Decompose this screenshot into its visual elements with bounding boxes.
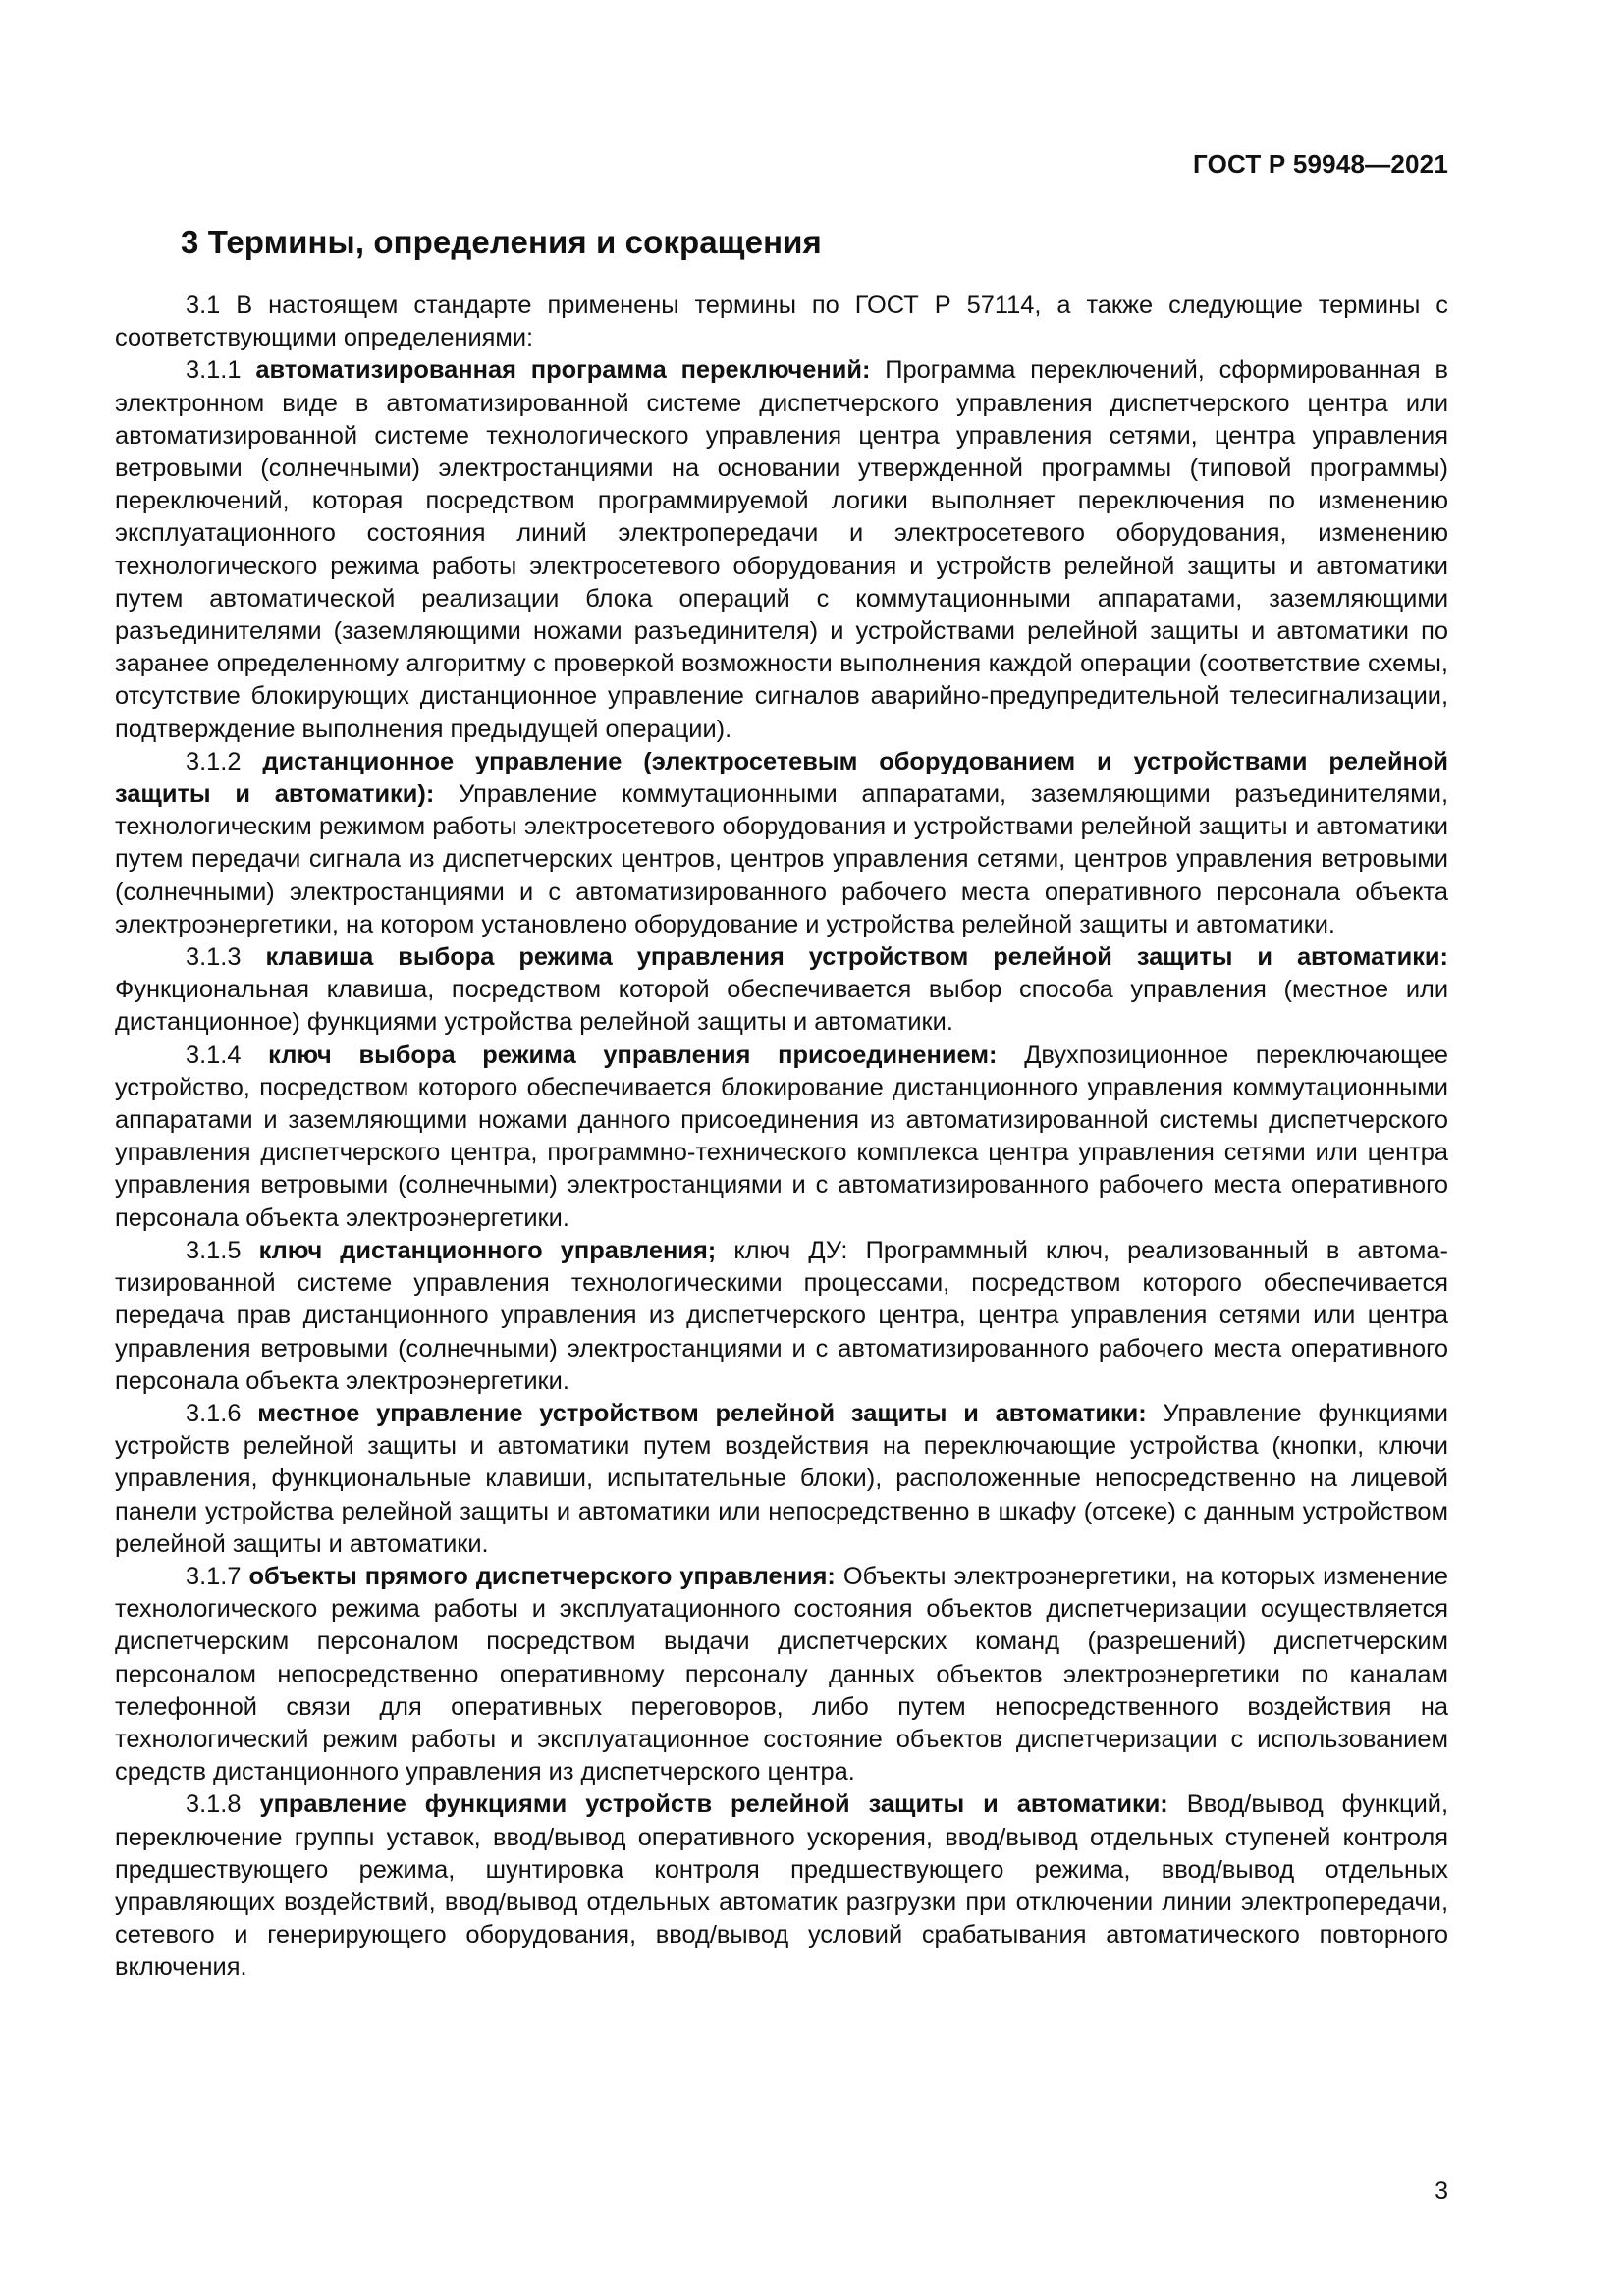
- paragraph-3-1-3: [115, 941, 1448, 1040]
- paragraph-3-1-5: [115, 1235, 1448, 1398]
- page-number: 3: [1435, 2177, 1448, 2205]
- clause-number: 3.1.5: [186, 1236, 242, 1264]
- definition: Программа переключений, сформированная в электронном виде в автоматизированной системе диспетчерского управления диспетчерского центра или автоматизированной системе технологического управления центра управления сетями, центра управления ветровыми (солнечными) электростанциями на основании утвержденной программы (типовой программы) переключений, которая посредством программируемой логики выполняет переключения по изменению эксплуатационного состояния линий электропередачи и электросетевого оборудования, изменению технологического режима работы электросетевого оборудования и устройств релейной защиты и автоматики путем автоматической реализации блока операций с коммутационными аппаратами, заземляющими разъединителями (заземляющими ножами разъединителя) и устройствами релейной защиты и автоматики по заранее определенному алгоритму с проверкой возможности выполнения каждой операции (соответствие схемы, отсутствие блокирующих дистанционное управление сигналов аварийно-предупредительной телесигнализации, подтверждение выполнения предыдущей операции).: [115, 356, 1448, 743]
- clause-number: 3.1.6: [186, 1399, 242, 1427]
- paragraph-3-1: [115, 290, 1448, 354]
- clause-number: 3.1.1: [186, 356, 242, 385]
- clause-number: 3.1.7: [186, 1562, 242, 1590]
- paragraph-3-1-7: [115, 1561, 1448, 1789]
- term: местное управление устройством релейной защиты и автоматики:: [257, 1399, 1147, 1427]
- definition: Управление функциями устройств релейной защиты и автоматики путем воздействия на переключающие устройства (кнопки, ключи управления, функциональные клавиши, испытательные блоки), расположенные непосредственно на лицевой панели устройства релейной защиты и автоматики или непосредственно в шкафу (отсеке) с данным устройством релейной защиты и автоматики.: [115, 1399, 1448, 1558]
- definition: Ввод/вывод функций, переключение группы уставок, ввод/вывод оперативного ускорения, ввод/вывод отдельных ступеней контроля предшествующего режима, шунтировка контроля предшествующего режима, ввод/вывод отдельных управляющих воздействий, ввод/вывод отдельных автоматик разгрузки при отключении линии электропередачи, сетевого и генерирующего оборудования, ввод/вывод условий срабатывания автоматического повторного включения.: [115, 1790, 1449, 1982]
- clause-text: В настоящем стандарте применены термины по ГОСТ Р 57114, а также следующие термины с соответствующими определениями:: [115, 292, 1448, 352]
- section-body: [115, 290, 1448, 1985]
- term: дистанционное управление (электросетевым оборудованием и устройствами релейной защиты и автоматики):: [115, 747, 1449, 809]
- section-title: 3 Термины, определения и сокращения: [181, 224, 822, 260]
- definition: Двухпозиционное переключающее устройство, посредством которого обеспечивается блокирование дистанционного управления коммутационными аппаратами и заземляющими ножами данного присоединения из автоматизированной системы диспетчерского управления диспетчерского центра, программно-технического комплекса центра управления сетями или центра управления ветровыми (солнечными) электростанциями и с автоматизированного рабочего места оперативного персонала объекта электроэнергетики.: [115, 1041, 1448, 1232]
- definition: Объекты электроэнергетики, на которых изменение технологического режима работы и эксплуатационного состояния объектов диспетчеризации осуществляется диспетчерским персоналом посредством выдачи диспетчерских команд (разрешений) диспетчерским персоналом непосредственно оперативному персоналу данных объектов электроэнергетики по каналам телефонной связи для оперативных переговоров, либо путем непосредственного воздействия на технологический режим работы и эксплуатационное состояние объектов диспетчеризации с использованием средств дистанционного управления из диспетчерского центра.: [115, 1562, 1448, 1787]
- document-code: ГОСТ Р 59948—2021: [1193, 149, 1448, 179]
- paragraph-3-1-8: [115, 1789, 1448, 1984]
- term: ключ выбора режима управления присоединением:: [268, 1041, 998, 1069]
- term: клавиша выбора режима управления устройством релейной защиты и автоматики:: [265, 943, 1448, 972]
- paragraph-3-1-6: [115, 1398, 1448, 1561]
- clause-number: 3.1.3: [186, 943, 242, 972]
- clause-number: 3.1.2: [186, 747, 242, 775]
- term: управление функциями устройств релейной защиты и автоматики:: [259, 1790, 1168, 1819]
- definition: ключ ДУ: Программный ключ, реализованный в автоматизированной системе управления технологическими процессами, посредством которого обеспечивается передача прав дистанционного управления из диспетчерского центра, центра управления сетями или центра управления ветровыми (солнечными) электростанциями и с автоматизированного рабочего места оперативного персонала объекта электроэнергетики.: [115, 1236, 1448, 1395]
- clause-number: 3.1.8: [186, 1790, 242, 1819]
- paragraph-3-1-1: [115, 354, 1448, 745]
- definition: Управление коммутационными аппаратами, заземляющими разъединителями, технологическим режимом работы электросетевого оборудования и устройствами релейной защиты и автоматики путем передачи сигнала из диспетчерских центров, центров управления сетями, центров управления ветровыми (солнечными) электростанциями и с автоматизированного рабочего места оперативного персонала объекта электроэнергетики, на котором установлено оборудование и устройства релейной защиты и автоматики.: [115, 780, 1448, 938]
- term: ключ дистанционного управления;: [258, 1236, 717, 1264]
- paragraph-3-1-2: [115, 746, 1448, 941]
- definition: Функциональная клавиша, посредством которой обеспечивается выбор способа управления (местное или дистанционное) функциями устройства релейной защиты и автоматики.: [115, 976, 1448, 1037]
- clause-number: 3.1.4: [186, 1041, 242, 1069]
- clause-number: 3.1: [186, 292, 221, 319]
- term: автоматизированная программа переключений:: [255, 356, 871, 385]
- term: объекты прямого диспетчерского управления:: [248, 1562, 836, 1590]
- paragraph-3-1-4: [115, 1040, 1448, 1235]
